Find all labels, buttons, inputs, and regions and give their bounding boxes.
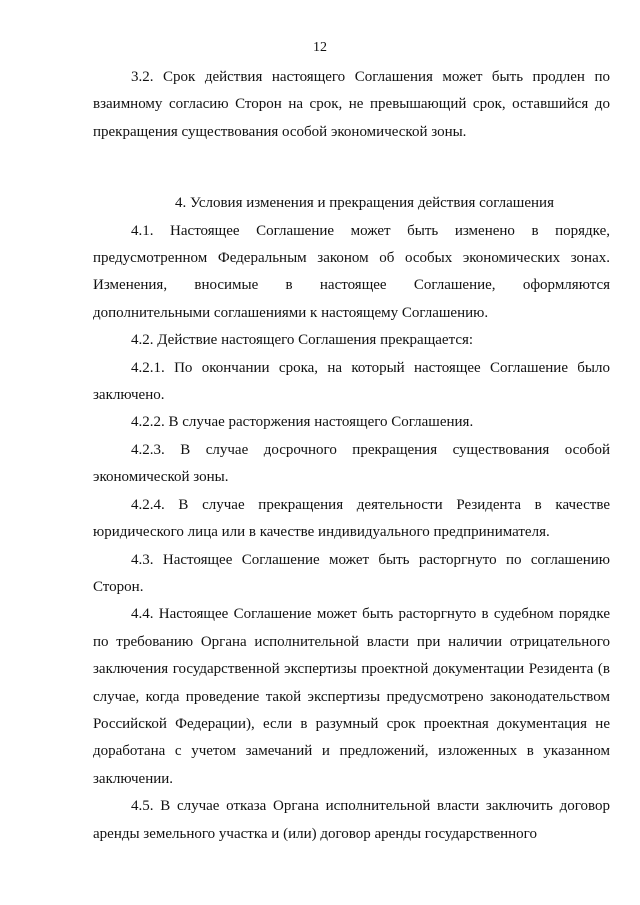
paragraph-4-1: 4.1. Настоящее Соглашение может быть изменено в порядке, предусмотренном Федеральным законом об особых экономических зонах. Изменения, вносимые в настоящее Соглашение, оформляются дополнительными соглашениями к настоящему Соглашению. bbox=[93, 222, 610, 321]
paragraph-4-2-4: 4.2.4. В случае прекращения деятельности Резидента в качестве юридического лица или в качестве индивидуального предпринимателя. bbox=[93, 496, 610, 541]
page-number: 12 bbox=[313, 40, 327, 55]
section-spacer bbox=[93, 146, 610, 190]
section-heading-4: 4. Условия изменения и прекращения действия соглашения bbox=[175, 195, 554, 212]
paragraph-3-2: 3.2. Срок действия настоящего Соглашения может быть продлен по взаимному согласию Сторон на срок, не превышающий срок, оставшийся до прекращения существования особой экономической зоны. bbox=[93, 69, 610, 140]
paragraph-4-2-3: 4.2.3. В случае досрочного прекращения существования особой экономической зоны. bbox=[93, 441, 610, 486]
paragraph-4-2-2: 4.2.2. В случае расторжения настоящего Соглашения. bbox=[131, 414, 474, 431]
paragraph-4-5: 4.5. В случае отказа Органа исполнительной власти заключить договор аренды земельного участка и (или) договор аренды государственного bbox=[93, 798, 610, 842]
paragraph-4-2-1: 4.2.1. По окончании срока, на который настоящее Соглашение было заключено. bbox=[93, 359, 610, 404]
paragraph-4-2: 4.2. Действие настоящего Соглашения прекращается: bbox=[131, 332, 474, 349]
paragraph-4-4: 4.4. Настоящее Соглашение может быть расторгнуто в судебном порядке по требованию Органа исполнительной власти при наличии отрицательного заключения государственной экспертизы проектной документации Резидента (в случае, когда проведение такой экспертизы предусмотрено законодательством Российской Федерации), если в разумный срок проектная документация не доработана с учетом замечаний и предложений, изложенных в указанном заключении. bbox=[93, 606, 610, 787]
paragraph-4-3: 4.3. Настоящее Соглашение может быть расторгнуто по соглашению Сторон. bbox=[93, 551, 610, 595]
document-body bbox=[93, 64, 610, 848]
